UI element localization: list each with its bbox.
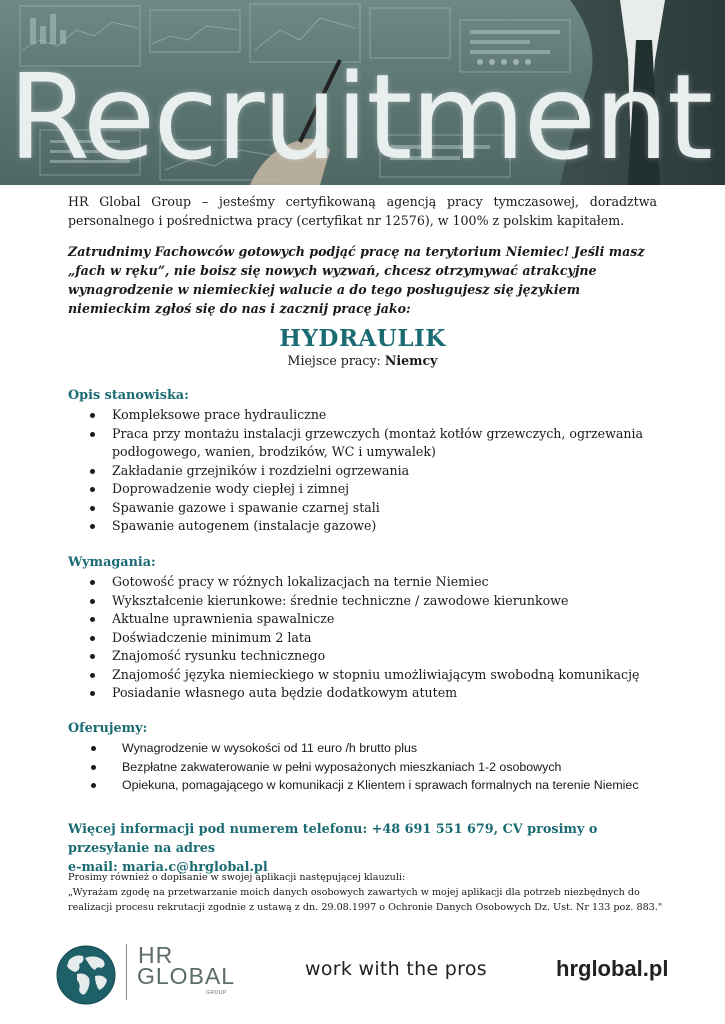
job-title: HYDRAULIK: [279, 325, 446, 352]
list-item: Spawanie gazowe i spawanie czarnej stali: [68, 499, 658, 518]
section-title-requirements: Wymagania:: [68, 555, 156, 570]
list-item: Gotowość pracy w różnych lokalizacjach na ternie Niemiec: [68, 573, 658, 592]
bullet-icon: [91, 765, 96, 770]
job-location-label: Miejsce pracy:: [287, 353, 381, 368]
bullet-icon: [90, 580, 95, 585]
banner-title: Recruitment: [8, 48, 712, 185]
section-title-description: Opis stanowiska:: [68, 388, 189, 403]
list-item: Spawanie autogenem (instalacje gazowe): [68, 517, 658, 536]
bullet-icon: [90, 432, 95, 437]
list-item: Znajomość rysunku technicznego: [68, 647, 658, 666]
offer-list: [68, 739, 658, 795]
bullet-icon: [91, 783, 96, 788]
list-item: Doświadczenie minimum 2 lata: [68, 629, 658, 648]
list-item: Kompleksowe prace hydrauliczne: [68, 406, 658, 425]
footer-website-link[interactable]: hrglobal.pl: [556, 956, 669, 981]
globe-icon: [55, 944, 117, 1006]
gdpr-clause: [68, 870, 668, 915]
logo-text-global: GLOBAL: [137, 963, 236, 989]
recruitment-call: Zatrudnimy Fachowców gotowych podjąć pracę na terytorium Niemiec! Jeśli masz „fach w ręku”, nie boisz się nowych wyzwań, chcesz otrzymywać atrakcyjne wynagrodzenie w niemieckiej walucie a do tego posługujesz się językiem niemieckim zgłoś się do nas i zacznij pracę jako:: [68, 244, 645, 316]
clause-text: „Wyrażam zgodę na przetwarzanie moich danych osobowych zawartych w mojej aplikacji dla potrzeb niezbędnych do realizacji procesu rekrutacji zgodnie z ustawą z dn. 29.08.1997 o Ochronie Danych Osobowych Dz. Ust. Nr 133 poz. 883.": [68, 887, 663, 913]
bullet-icon: [90, 617, 95, 622]
list-item: Bezpłatne zakwaterowanie w pełni wyposażonych mieszkaniach 1-2 osobowych: [68, 758, 658, 777]
bullet-icon: [90, 673, 95, 678]
recruitment-banner: [0, 0, 725, 185]
logo-separator: [126, 944, 127, 1000]
bullet-icon: [90, 654, 95, 659]
contact-phone: Więcej informacji pod numerem telefonu: +48 691 551 679, CV prosimy o przesyłanie na adres: [68, 822, 598, 856]
bullet-icon: [91, 746, 96, 751]
list-item: Posiadanie własnego auta będzie dodatkowym atutem: [68, 684, 658, 703]
list-item: Doprowadzenie wody ciepłej i zimnej: [68, 480, 658, 499]
list-item: Aktualne uprawnienia spawalnicze: [68, 610, 658, 629]
list-item: Wynagrodzenie w wysokości od 11 euro /h brutto plus: [68, 739, 658, 758]
bullet-icon: [90, 524, 95, 529]
requirements-list: [68, 573, 658, 703]
list-item: Znajomość języka niemieckiego w stopniu umożliwiającym swobodną komunikację: [68, 666, 658, 685]
footer-slogan: work with the pros: [305, 958, 487, 980]
contact-email[interactable]: e-mail: maria.c@hrglobal.pl: [68, 860, 268, 875]
list-item: Opiekuna, pomagającego w komunikacji z Klientem i sprawach formalnych na terenie Niemiec: [68, 776, 658, 795]
clause-intro: Prosimy również o dopisanie w swojej aplikacji następującej klauzuli:: [68, 872, 406, 883]
bullet-icon: [90, 691, 95, 696]
job-location: [0, 353, 725, 368]
bullet-icon: [90, 487, 95, 492]
logo-text-group: GROUP: [206, 990, 227, 996]
list-item: Wykształcenie kierunkowe: średnie techniczne / zawodowe kierunkowe: [68, 592, 658, 611]
company-intro: HR Global Group – jesteśmy certyfikowaną agencją pracy tymczasowej, doradztwa personalnego i pośrednictwa pracy (certyfikat nr 12576), w 100% z polskim kapitałem.: [68, 194, 657, 228]
bullet-icon: [90, 506, 95, 511]
logo-text-hr: HR: [138, 942, 174, 968]
bullet-icon: [90, 599, 95, 604]
job-location-value: Niemcy: [384, 353, 438, 368]
list-item: Zakładanie grzejników i rozdzielni ogrzewania: [68, 462, 658, 481]
bullet-icon: [90, 469, 95, 474]
intro-block: [68, 192, 657, 318]
contact-info: [68, 820, 668, 877]
section-title-offer: Oferujemy:: [68, 721, 148, 736]
description-list: [68, 406, 658, 536]
bullet-icon: [90, 636, 95, 641]
bullet-icon: [90, 413, 95, 418]
list-item: Praca przy montażu instalacji grzewczych (montaż kotłów grzewczych, ogrzewania podłogowego, wanien, brodzików, WC i umywalek): [68, 425, 658, 462]
